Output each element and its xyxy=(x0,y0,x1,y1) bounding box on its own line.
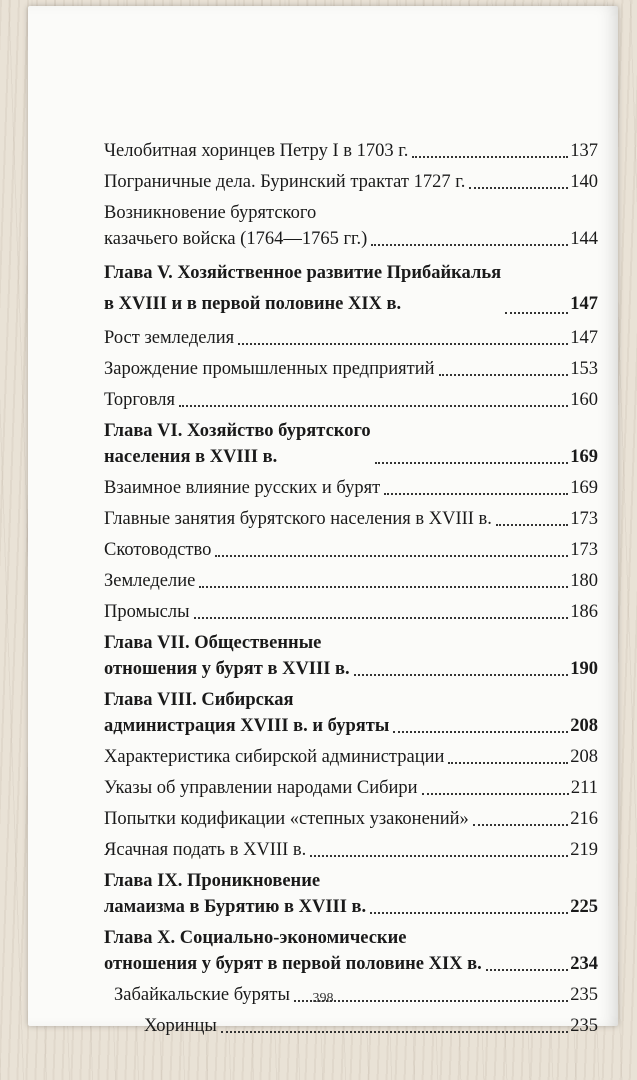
toc-entry xyxy=(104,806,598,832)
toc-entry xyxy=(104,837,598,863)
toc-entry-title: Пограничные дела. Буринский трактат 1727 г. xyxy=(104,172,466,192)
toc-entry-page: 160 xyxy=(570,390,598,410)
toc-entry-page: 173 xyxy=(570,540,598,560)
toc-entry-title: Промыслы xyxy=(104,602,190,622)
toc-entry-title: Рост земледелия xyxy=(104,328,235,348)
page-number: 398 xyxy=(312,991,334,1006)
toc-chapter xyxy=(104,258,598,320)
toc-chapter-page: 147 xyxy=(570,294,598,314)
toc-entry-page: 208 xyxy=(570,747,598,767)
toc-chapter-page: 234 xyxy=(570,954,598,974)
toc-chapter-title xyxy=(104,258,501,320)
toc-chapter-title xyxy=(104,687,389,739)
toc-chapter-title-line: отношения у бурят в первой половине XIX в. xyxy=(104,954,482,974)
leader-dots xyxy=(194,617,569,619)
toc-entry-page: 153 xyxy=(570,359,598,379)
toc-chapter xyxy=(104,687,598,739)
toc-entry-title: Ясачная подать в XVIII в. xyxy=(104,840,307,860)
book-page xyxy=(28,6,618,1036)
toc-entry-page: 235 xyxy=(570,985,598,1005)
toc-chapter-title-line: Глава V. Хозяйственное развитие Прибайкалья xyxy=(104,263,502,283)
toc-entry-title: Зарождение промышленных предприятий xyxy=(104,359,435,379)
leader-dots xyxy=(238,343,568,345)
toc-entry-title: Земледелие xyxy=(104,571,196,591)
leader-dots xyxy=(370,912,568,914)
leader-dots xyxy=(384,493,568,495)
toc-entry-page: 216 xyxy=(570,809,598,829)
toc-chapter xyxy=(104,868,598,920)
toc-entry-title: Скотоводство xyxy=(104,540,212,560)
toc-entry-page: 147 xyxy=(570,328,598,348)
toc-entry-title: Попытки кодификации «степных узаконений» xyxy=(104,809,469,829)
toc-entry-page: 173 xyxy=(570,509,598,529)
toc-chapter-title xyxy=(104,630,350,682)
toc-entry-title-line: Возникновение бурятского xyxy=(104,203,317,223)
toc-chapter-page: 169 xyxy=(570,447,598,467)
leader-dots xyxy=(371,244,568,246)
toc-entry xyxy=(104,138,598,164)
table-of-contents xyxy=(104,138,598,1039)
leader-dots xyxy=(199,586,568,588)
toc-entry-page: 180 xyxy=(570,571,598,591)
toc-chapter-title-line: в XVIII и в первой половине XIX в. xyxy=(104,294,402,314)
toc-entry-page: 186 xyxy=(570,602,598,622)
leader-dots xyxy=(486,969,568,971)
toc-entry-title: Указы об управлении народами Сибири xyxy=(104,778,418,798)
toc-chapter-title xyxy=(104,925,482,977)
toc-chapter-title-line: Глава IX. Проникновение xyxy=(104,871,321,891)
leader-dots xyxy=(505,312,568,314)
toc-entry xyxy=(104,506,598,532)
toc-entry-title: Главные занятия бурятского населения в XVIII в. xyxy=(104,509,492,529)
toc-entry-page: 211 xyxy=(570,778,598,798)
leader-dots xyxy=(439,374,569,376)
toc-entry-page: 219 xyxy=(570,840,598,860)
leader-dots xyxy=(412,156,568,158)
toc-entry-title: Забайкальские буряты xyxy=(114,985,290,1005)
toc-entry xyxy=(104,744,598,770)
leader-dots xyxy=(375,462,569,464)
toc-chapter-title xyxy=(104,868,366,920)
leader-dots xyxy=(179,405,568,407)
toc-entry xyxy=(104,325,598,351)
toc-chapter-title-line: ламаизма в Бурятию в XVIII в. xyxy=(104,897,367,917)
toc-chapter-title-line: Глава VIII. Сибирская xyxy=(104,690,294,710)
toc-chapter-title-line: отношения у бурят в XVIII в. xyxy=(104,659,350,679)
toc-entry xyxy=(104,537,598,563)
toc-entry-title: Хоринцы xyxy=(144,1016,217,1036)
toc-entry-page: 235 xyxy=(570,1016,598,1036)
toc-chapter-title-line: населения в XVIII в. xyxy=(104,447,278,467)
toc-chapter-page: 208 xyxy=(570,716,598,736)
leader-dots xyxy=(215,555,568,557)
toc-chapter-title-line: Глава VI. Хозяйство бурятского xyxy=(104,421,371,441)
toc-chapter-title-line: Глава VII. Общественные xyxy=(104,633,322,653)
toc-chapter-page: 225 xyxy=(570,897,598,917)
toc-entry-title-line: казачьего войска (1764—1765 гг.) xyxy=(104,229,368,249)
toc-entry-title: Взаимное влияние русских и бурят xyxy=(104,478,381,498)
toc-chapter xyxy=(104,630,598,682)
toc-chapter-page: 190 xyxy=(570,659,598,679)
toc-entry-title: Торговля xyxy=(104,390,176,410)
leader-dots xyxy=(354,674,569,676)
toc-entry xyxy=(104,200,598,252)
toc-entry xyxy=(104,599,598,625)
toc-entry xyxy=(104,475,598,501)
leader-dots xyxy=(221,1031,568,1033)
toc-entry-title: Характеристика сибирской администрации xyxy=(104,747,445,767)
toc-entry-page: 137 xyxy=(570,141,598,161)
toc-entry xyxy=(104,387,598,413)
toc-chapter xyxy=(104,925,598,977)
leader-dots xyxy=(310,855,568,857)
toc-chapter-title xyxy=(104,418,371,470)
leader-dots xyxy=(393,731,568,733)
toc-entry-page: 169 xyxy=(570,478,598,498)
leader-dots xyxy=(448,762,568,764)
leader-dots xyxy=(496,524,568,526)
toc-entry xyxy=(104,356,598,382)
leader-dots xyxy=(422,793,569,795)
toc-entry xyxy=(104,1013,598,1039)
toc-entry xyxy=(104,775,598,801)
toc-chapter-title-line: Глава X. Социально-экономические xyxy=(104,928,407,948)
toc-chapter-title-line: администрация XVIII в. и буряты xyxy=(104,716,390,736)
toc-entry-page: 144 xyxy=(570,229,598,249)
leader-dots xyxy=(469,187,568,189)
toc-entry xyxy=(104,568,598,594)
toc-entry-page: 140 xyxy=(570,172,598,192)
toc-entry-title: Челобитная хоринцев Петру I в 1703 г. xyxy=(104,141,409,161)
toc-entry xyxy=(104,169,598,195)
leader-dots xyxy=(473,824,569,826)
toc-entry-title xyxy=(104,200,367,252)
toc-chapter xyxy=(104,418,598,470)
